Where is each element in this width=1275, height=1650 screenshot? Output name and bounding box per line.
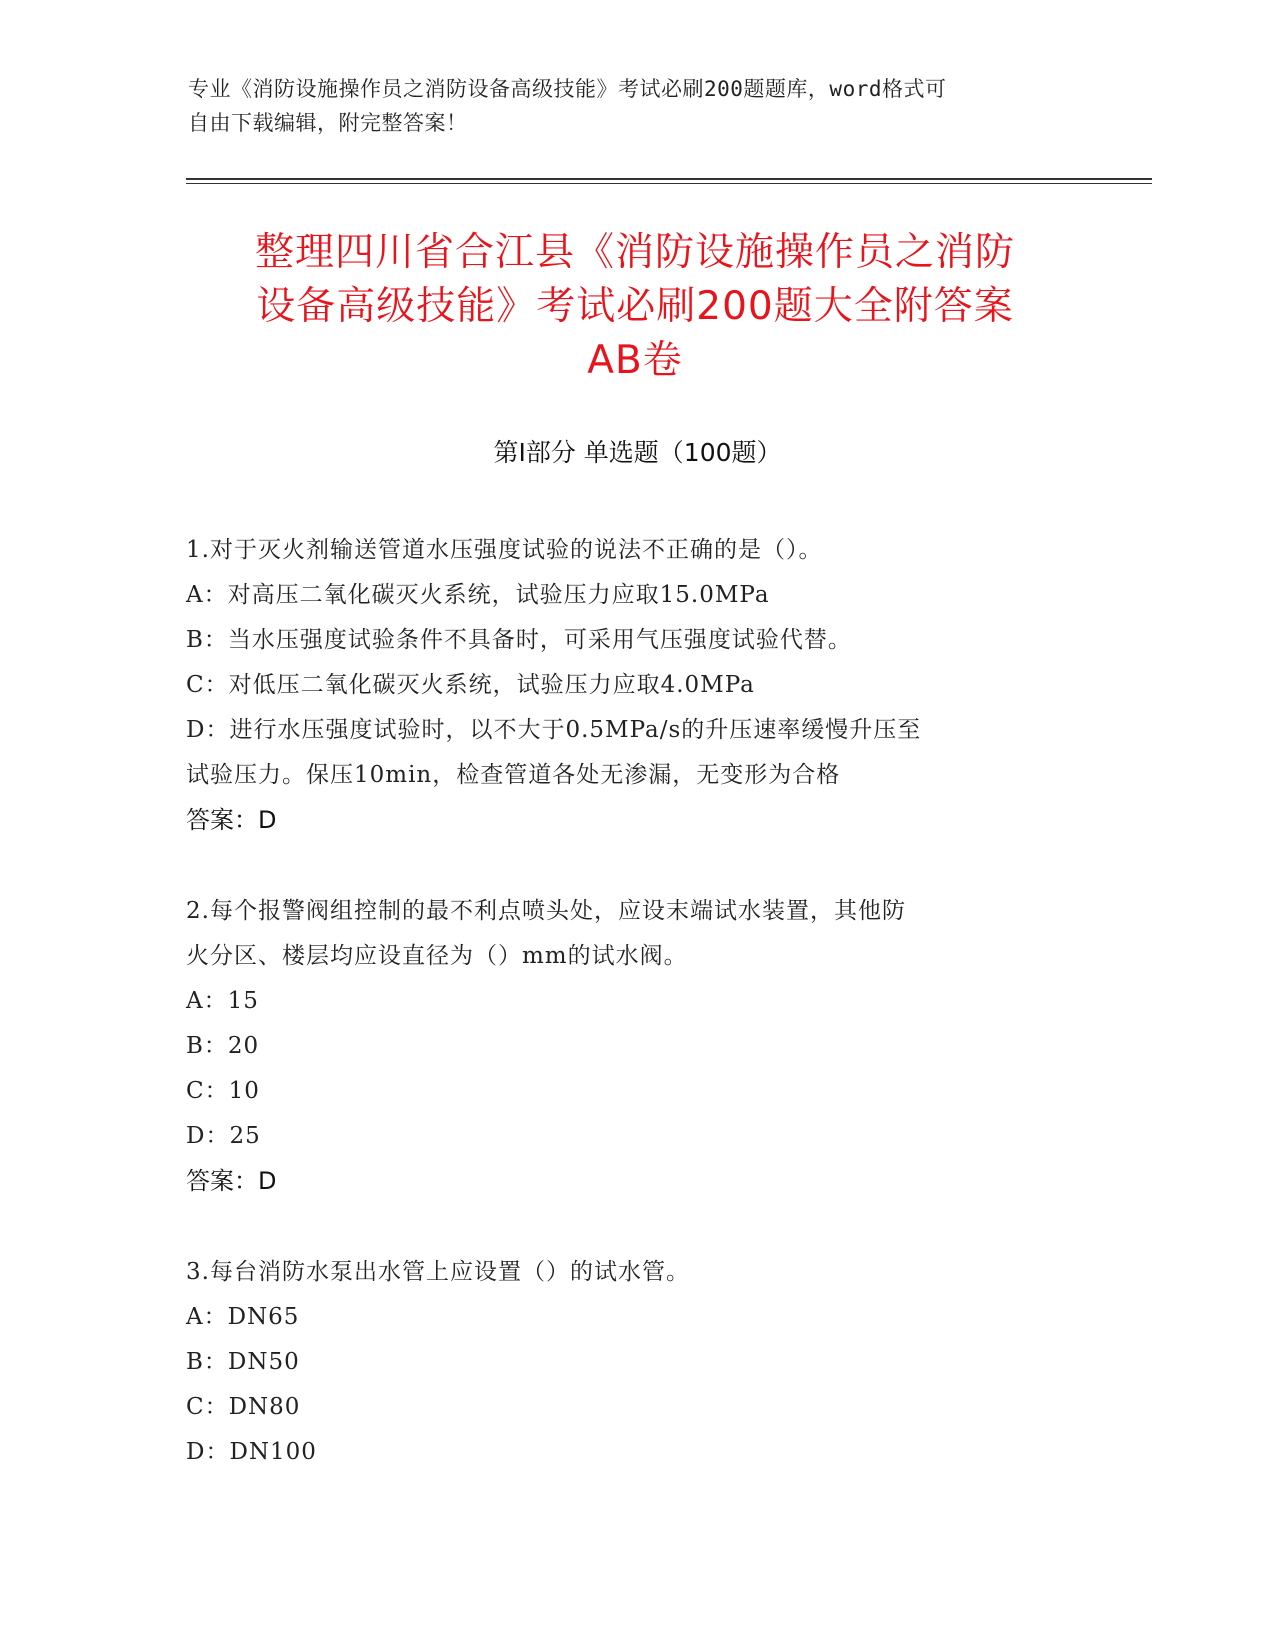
option-b: B：当水压强度试验条件不具备时，可采用气压强度试验代替。 (186, 627, 852, 653)
section-title: 第Ⅰ部分 单选题（100题） (493, 438, 782, 467)
question-stem: 2.每个报警阀组控制的最不利点喷头处，应设末端试水装置，其他防 (186, 898, 906, 924)
question-list (186, 528, 1066, 1521)
question-2 (186, 889, 1066, 1204)
option-d-continued: 试验压力。保压10min，检查管道各处无渗漏，无变形为合格 (186, 762, 841, 788)
option-c: C：DN80 (186, 1394, 301, 1420)
option-d: D：DN100 (186, 1439, 317, 1465)
option-d: D：25 (186, 1123, 261, 1149)
option-a: A：DN65 (186, 1304, 300, 1330)
header-note-line-1: 专业《消防设施操作员之消防设备高级技能》考试必刷200题题库，word格式可 (188, 77, 947, 101)
option-b: B：DN50 (186, 1349, 300, 1375)
option-a: A：对高压二氧化碳灭火系统，试验压力应取15.0MPa (186, 582, 770, 608)
header-note-line-2: 自由下载编辑，附完整答案！ (188, 111, 468, 135)
option-d: D：进行水压强度试验时，以不大于0.5MPa/s的升压速率缓慢升压至 (186, 717, 922, 743)
header-rule-thick (186, 178, 1152, 180)
option-a: A：15 (186, 988, 259, 1014)
question-3 (186, 1250, 1066, 1475)
option-b: B：20 (186, 1033, 260, 1059)
document-title-line-3: AB卷 (587, 338, 683, 383)
answer-label: 答案：D (186, 1167, 277, 1195)
answer-label: 答案：D (186, 806, 277, 834)
document-title-line-2: 设备高级技能》考试必刷200题大全附答案 (256, 284, 1014, 329)
question-stem-continued: 火分区、楼层均应设直径为（）mm的试水阀。 (186, 943, 688, 969)
header-rule-thin (186, 183, 1152, 184)
question-1 (186, 528, 1066, 843)
option-c: C：对低压二氧化碳灭火系统，试验压力应取4.0MPa (186, 672, 755, 698)
question-stem: 1.对于灭火剂输送管道水压强度试验的说法不正确的是（）。 (186, 537, 823, 563)
header-note (188, 72, 1068, 140)
option-c: C：10 (186, 1078, 260, 1104)
document-title (180, 226, 1090, 388)
question-stem: 3.每台消防水泵出水管上应设置（）的试水管。 (186, 1259, 690, 1285)
document-title-line-1: 整理四川省合江县《消防设施操作员之消防 (254, 230, 1015, 275)
